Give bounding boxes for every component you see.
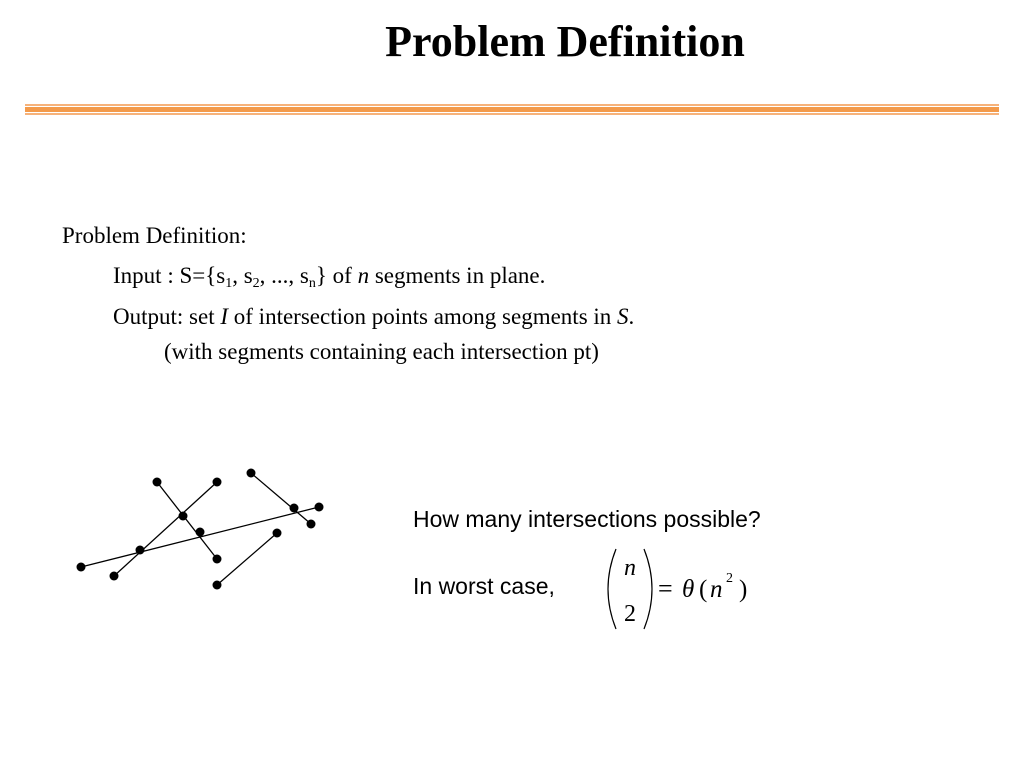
open-paren: ( <box>699 576 708 603</box>
binomial-bottom: 2 <box>624 601 636 627</box>
endpoint <box>213 478 222 487</box>
endpoint <box>153 478 162 487</box>
binomial-top: n <box>624 555 636 581</box>
formula-var: n <box>710 576 723 603</box>
binomial-formula <box>598 545 768 633</box>
close-paren: ) <box>739 576 748 603</box>
endpoint <box>247 469 256 478</box>
endpoint <box>307 520 316 529</box>
problem-heading: Problem Definition: <box>62 223 247 248</box>
output-note: (with segments containing each intersection pt) <box>164 339 599 364</box>
endpoint <box>77 563 86 572</box>
endpoint <box>315 503 324 512</box>
binomial-right-paren <box>644 549 652 629</box>
endpoint <box>213 555 222 564</box>
binomial-left-paren <box>608 549 616 629</box>
intersection-point <box>179 512 188 521</box>
endpoint <box>213 581 222 590</box>
question-text: How many intersections possible? <box>413 506 761 532</box>
intersection-point <box>136 546 145 555</box>
equals-sign: = <box>658 574 673 603</box>
intersection-point <box>196 528 205 537</box>
formula-power: 2 <box>726 571 733 586</box>
endpoint <box>110 572 119 581</box>
input-label: Input <box>113 263 162 288</box>
input-line: Input : $S=\{s_1$, $s_2$, ..., $s_n$} of n segments in plane. <box>113 263 546 291</box>
theta-symbol: θ <box>682 576 695 603</box>
segment-line <box>217 533 277 585</box>
worst-case-label: In worst case, <box>413 573 555 599</box>
title-divider <box>25 104 999 118</box>
output-line: Output: set I of intersection points among segments in S. <box>113 304 635 329</box>
points <box>77 469 324 590</box>
segments-diagram <box>70 462 340 592</box>
slide-title: Problem Definition <box>385 17 745 66</box>
intersection-point <box>290 504 299 513</box>
endpoint <box>273 529 282 538</box>
segment-line <box>157 482 217 559</box>
